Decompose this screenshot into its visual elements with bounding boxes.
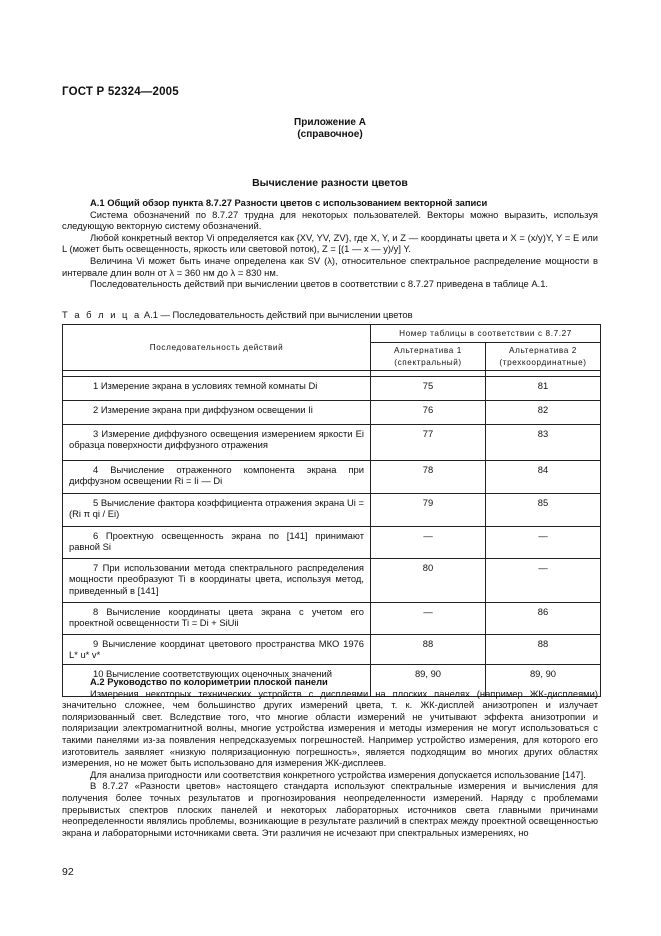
action-cell: 6 Проектную освещенность экрана по [141] принимают равной Si — [63, 527, 371, 559]
alt1-cell: — — [371, 527, 486, 559]
alt1-cell: 78 — [371, 461, 486, 494]
alt1-cell: 76 — [371, 401, 486, 425]
section-a1 — [62, 197, 598, 290]
section-a1-paragraph-2: Любой конкретный вектор Vi определяется как {XV, YV, ZV}, где X, Y, и Z — координаты цвета и X = (x/y)Y, Y = E или L (может быть освещенность, яркость или световой поток), Z = [(1 — x — y)/y] Y. — [62, 231, 598, 255]
section-a1-paragraph-3: Величина Vi может быть иначе определена как SV (λ), относительное спектральное распределение мощности в интервале длин волн от λ = 360 нм до λ = 830 нм. — [62, 254, 598, 278]
section-a2-paragraph-2: Для анализа пригодности или соответствия конкретного устройства измерения допускается использование [147]. — [90, 768, 586, 780]
standard-header: ГОСТ Р 52324—2005 — [62, 86, 179, 98]
alt1-cell: 80 — [371, 559, 486, 603]
section-a2-paragraph-1: Измерения некоторых технических устройств с дисплеями на плоских панелях (например ЖК-дисплеями) значительно сложнее, чем большинство других измерений цвета, т. к. ЖК-дисплей анизотропен и излучает поляризованный свет. Вследствие того, что многие области измерений не учитывают эффекта анизотропии и поляризации электромагнитной волны, многие устройства измерения и методы измерения не могут использоваться с такими панелями из-за появления непредсказуемых погрешностей. Например устройство измерения, для которого его изготовитель заявляет «низкую поляризационную погрешность», является подходящим во многих других областях измерения, но не может быть использовано для измерения ЖК-дисплеев. — [62, 687, 598, 769]
appendix-title: Приложение А — [294, 117, 366, 128]
appendix-heading — [62, 117, 598, 141]
col-header-alt2-line1: Альтернатива 2 — [509, 346, 577, 356]
action-cell: 10 Вычисление соответствующих оценочных значений — [63, 665, 371, 697]
table-row — [63, 377, 601, 401]
actions-table — [62, 324, 601, 697]
col-header-alt1-line1: Альтернатива 1 — [394, 346, 462, 356]
alt2-cell: 88 — [486, 635, 601, 665]
alt2-cell: 84 — [486, 461, 601, 494]
action-cell: 5 Вычисление фактора коэффициента отражения экрана Ui = (Ri π qi / Ei) — [63, 494, 371, 527]
col-header-alt1-line2: (спектральный) — [394, 357, 462, 367]
section-a1-paragraph-4: Последовательность действий при вычислении цветов в соответствии с 8.7.27 приведена в таблице А.1. — [90, 278, 549, 290]
table-row — [63, 401, 601, 425]
action-cell: 9 Вычисление координат цветового пространства МКО 1976 L* u* v* — [63, 635, 371, 665]
section-a2 — [62, 676, 598, 838]
action-cell: 8 Вычисление координаты цвета экрана с учетом его проектной освещенности Ti = Di + SiUii — [63, 603, 371, 635]
alt1-cell: 75 — [371, 377, 486, 401]
col-header-actions: Последовательность действий — [63, 325, 371, 371]
table-row — [63, 635, 601, 665]
alt2-cell: 81 — [486, 377, 601, 401]
col-header-alt1 — [371, 343, 486, 371]
table-row — [63, 603, 601, 635]
col-header-alt2 — [486, 343, 601, 371]
col-header-group: Номер таблицы в соответствии с 8.7.27 — [371, 325, 601, 343]
alt1-cell: 89, 90 — [371, 665, 486, 697]
action-cell: 2 Измерение экрана при диффузном освещении Ii — [63, 401, 371, 425]
table-row — [63, 494, 601, 527]
table-row — [63, 527, 601, 559]
section-a2-paragraph-3: В 8.7.27 «Разности цветов» настоящего стандарта используют спектральные измерения и вычисления для получения более точных результатов и прогнозирования неопределенности измерений. Наряду с проблемами прерывистых спектров плоских панелей и некоторых лабораторных источников света главными причинами неопределенности являлись проблемы, возникающие в результате различий в спектрах между проектной освещенностью экрана и лабораторными источниками света. Эти различия не исчезают при спектральных измерениях, но — [62, 780, 598, 838]
table-header-row-1 — [63, 325, 601, 343]
alt1-cell: 79 — [371, 494, 486, 527]
alt2-cell: — — [486, 559, 601, 603]
alt1-cell: 88 — [371, 635, 486, 665]
alt2-cell: 82 — [486, 401, 601, 425]
col-header-alt2-line2: (трехкоординатные) — [499, 357, 587, 367]
table-caption-prefix: Т а б л и ц а — [62, 309, 142, 320]
action-cell: 4 Вычисление отраженного компонента экрана при диффузном освещении Ri = Ii — Di — [63, 461, 371, 494]
action-cell: 1 Измерение экрана в условиях темной комнаты Di — [63, 377, 371, 401]
alt2-cell: 83 — [486, 425, 601, 461]
section-a2-heading: А.2 Руководство по колориметрии плоской панели — [90, 676, 328, 687]
alt2-cell: 86 — [486, 603, 601, 635]
main-title: Вычисление разности цветов — [252, 177, 408, 189]
alt2-cell: 89, 90 — [486, 665, 601, 697]
alt1-cell: — — [371, 603, 486, 635]
table-row — [63, 559, 601, 603]
alt2-cell: — — [486, 527, 601, 559]
section-a1-heading: А.1 Общий обзор пункта 8.7.27 Разности цветов с использованием векторной записи — [90, 197, 488, 208]
table-caption — [62, 309, 413, 320]
appendix-subtitle: (справочное) — [297, 129, 363, 140]
alt1-cell: 77 — [371, 425, 486, 461]
table-row — [63, 461, 601, 494]
table-caption-text: А.1 — Последовательность действий при вычислении цветов — [141, 309, 413, 320]
alt2-cell: 85 — [486, 494, 601, 527]
page-number: 92 — [62, 866, 74, 878]
table-row — [63, 425, 601, 461]
action-cell: 3 Измерение диффузного освещения измерением яркости Ei образца поверхности диффузного отражения — [63, 425, 371, 461]
action-cell: 7 При использовании метода спектрального распределения мощности преобразуют Ti в координаты цвета, используя метод, приведенный в [141] — [63, 559, 371, 603]
section-a1-paragraph-1: Система обозначений по 8.7.27 трудна для некоторых пользователей. Векторы можно выразить, используя следующую векторную систему обозначений. — [62, 208, 598, 232]
